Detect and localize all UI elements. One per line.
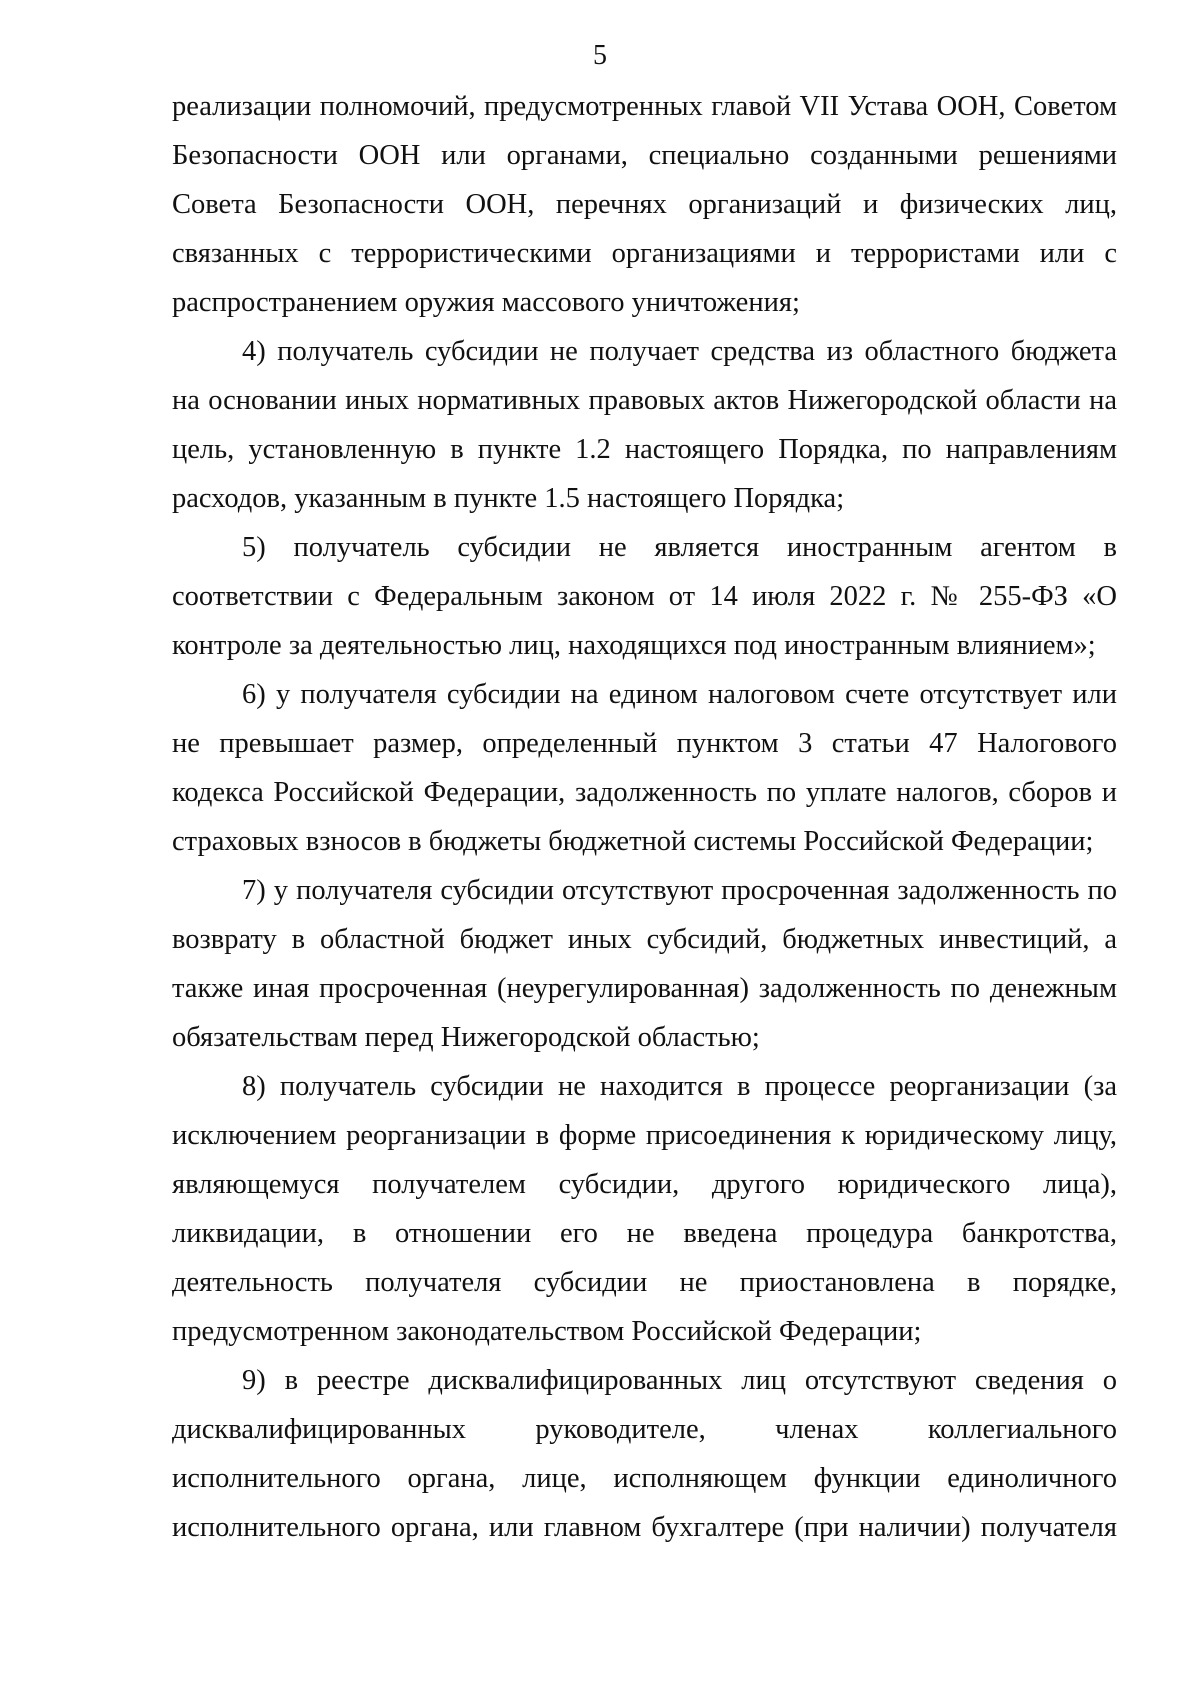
paragraph-item-8: 8) получатель субсидии не находится в процессе реорганизации (за исключением реорганизации в форме присоединения к юридическому лицу, являющемуся получателем субсидии, другого юридического лица), ликвидации, в отношении его не введена процедура банкротства, деятельность получателя субсидии не приостановлена в порядке, предусмотренном законодательством Российской Федерации; [172, 1071, 1117, 1347]
document-body [172, 82, 1117, 1552]
paragraph-item-6: 6) у получателя субсидии на едином налоговом счете отсутствует или не превышает размер, определенный пунктом 3 статьи 47 Налогового кодекса Российской Федерации, задолженность по уплате налогов, сборов и страховых взносов в бюджеты бюджетной системы Российской Федерации; [172, 679, 1117, 857]
paragraph-continuation: реализации полномочий, предусмотренных главой VII Устава ООН, Советом Безопасности ООН или органами, специально созданными решениями Совета Безопасности ООН, перечнях организаций и физических лиц, связанных с террористическими организациями и террористами или с распространением оружия массового уничтожения; [172, 91, 1117, 318]
paragraph-item-5: 5) получатель субсидии не является иностранным агентом в соответствии с Федеральным законом от 14 июля 2022 г. № 255-ФЗ «О контроле за деятельностью лиц, находящихся под иностранным влиянием»; [172, 532, 1117, 661]
paragraph-item-9: 9) в реестре дисквалифицированных лиц отсутствуют сведения о дисквалифицированных руководителе, членах коллегиального исполнительного органа, лице, исполняющем функции единоличного исполнительного органа, или главном бухгалтере (при наличии) получателя [172, 1365, 1117, 1543]
paragraph-item-7: 7) у получателя субсидии отсутствуют просроченная задолженность по возврату в областной бюджет иных субсидий, бюджетных инвестиций, а также иная просроченная (неурегулированная) задолженность по денежным обязательствам перед Нижегородской областью; [172, 875, 1117, 1053]
paragraph-item-4: 4) получатель субсидии не получает средства из областного бюджета на основании иных нормативных правовых актов Нижегородской области на цель, установленную в пункте 1.2 настоящего Порядка, по направлениям расходов, указанным в пункте 1.5 настоящего Порядка; [172, 336, 1117, 514]
page-number: 5 [593, 40, 607, 71]
